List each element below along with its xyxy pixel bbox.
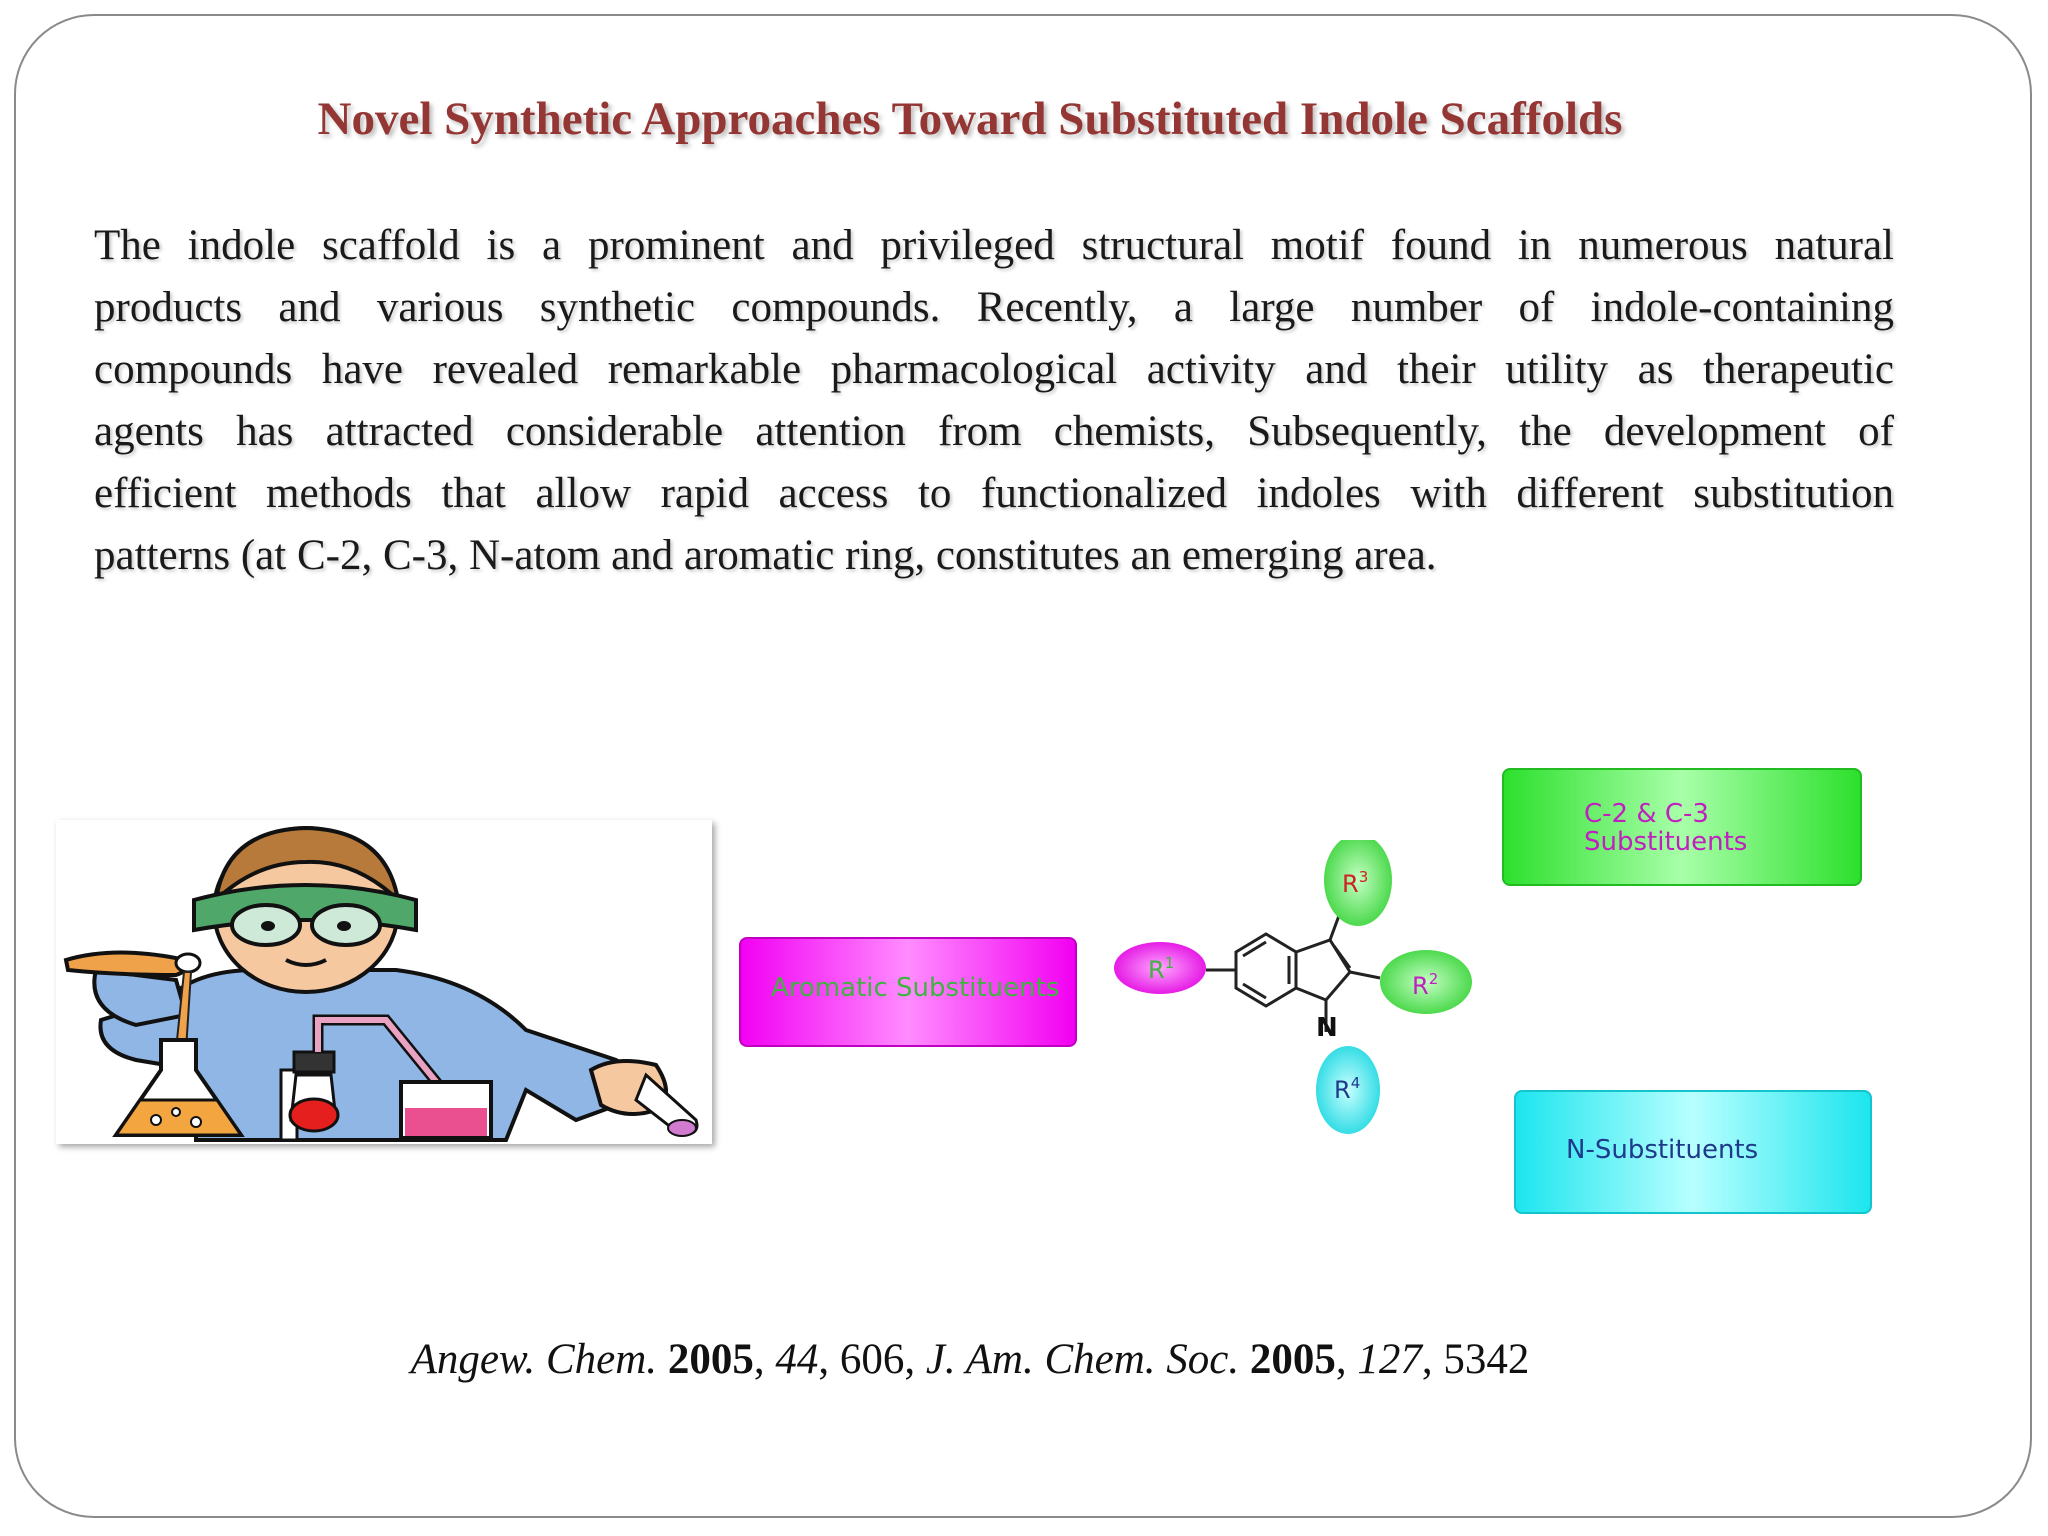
citation-page-2: 5342 [1443, 1336, 1530, 1383]
r3-label: $R^3$ [1342, 868, 1369, 898]
citation-year-1: 2005 [667, 1336, 754, 1383]
body-line-5: efficient methods that allow rapid access to functionalized indoles with different substitution [94, 470, 1894, 517]
c2-c3-substituents-box [1502, 768, 1862, 886]
citation: Angew. Chem. 2005, 44, 606, J. Am. Chem. Soc. 2005, 127, 5342 [410, 1336, 1530, 1383]
body-line-4: agents has attracted considerable attention from chemists, Subsequently, the development of [94, 408, 1894, 455]
body-line-3: compounds have revealed remarkable pharmacological activity and their utility as therapeutic [94, 346, 1894, 393]
aromatic-substituents-box [739, 937, 1077, 1047]
n-substituents-box [1514, 1090, 1872, 1214]
citation-year-2: 2005 [1249, 1336, 1336, 1383]
citation-volume-1: 44 [775, 1336, 819, 1383]
body-line-2: products and various synthetic compounds. Recently, a large number of indole-containing [94, 284, 1894, 331]
nitrogen-label: N [1316, 1013, 1338, 1043]
slide-title: Novel Synthetic Approaches Toward Substituted Indole Scaffolds [317, 93, 1623, 145]
body-paragraph [94, 215, 1894, 587]
r1-label: $R^1$ [1148, 954, 1175, 984]
scientist-drawing [56, 820, 712, 1144]
aromatic-box-label: Aromatic Substituents [771, 973, 1060, 1003]
scientist-illustration [56, 820, 712, 1144]
r2-label: $R^2$ [1412, 970, 1439, 1000]
citation-volume-2: 127 [1357, 1336, 1422, 1383]
citation-journal-1: Angew. Chem. [410, 1336, 658, 1383]
r4-label: $R^4$ [1334, 1074, 1361, 1104]
body-line-6: patterns (at C-2, C-3, N-atom and aromatic ring, constitutes an emerging area. [94, 532, 1437, 579]
indole-structure [1090, 840, 1530, 1160]
body-line-1: The indole scaffold is a prominent and privileged structural motif found in numerous natural [94, 222, 1894, 269]
citation-page-1: 606 [839, 1336, 905, 1383]
citation-journal-2: J. Am. Chem. Soc. [925, 1336, 1240, 1383]
c2c3-box-label-line2: Substituents [1584, 827, 1748, 857]
c2c3-box-label-line1: C-2 & C-3 [1584, 799, 1709, 829]
n-box-label: N-Substituents [1566, 1135, 1759, 1165]
